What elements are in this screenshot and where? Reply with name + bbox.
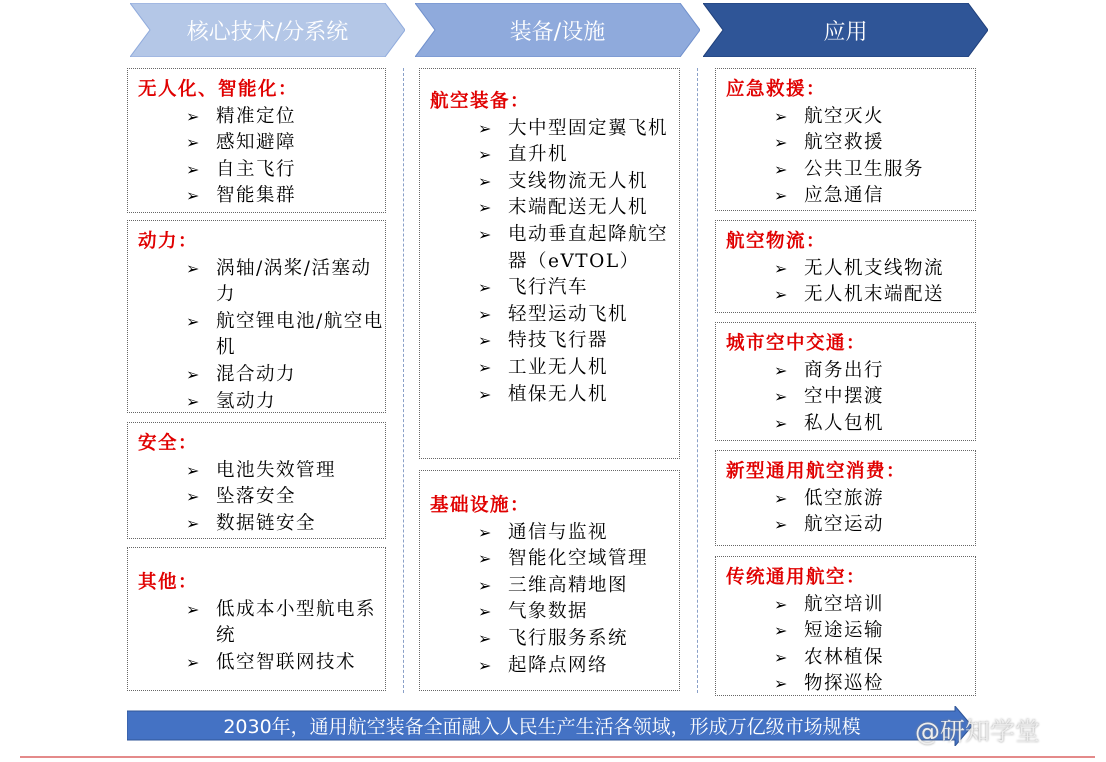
item-label: 公共卫生服务 <box>804 158 925 180</box>
list-item <box>138 104 385 131</box>
item-label: 通信与监视 <box>508 521 609 543</box>
item-label: 轻型运动飞机 <box>508 303 629 325</box>
col1-box <box>127 547 386 691</box>
item-label: 低空旅游 <box>804 487 885 509</box>
list-item <box>430 573 679 600</box>
arrow-bullet-icon: ➢ <box>186 133 201 153</box>
arrow-bullet-icon: ➢ <box>478 655 493 675</box>
arrow-bullet-icon: ➢ <box>186 487 201 507</box>
item-label: 飞行汽车 <box>508 277 589 299</box>
item-label: 低成本小型航电系统 <box>216 598 377 647</box>
conclusion-text: 2030年，通用航空装备全面融入人民生产生活各领域，形成万亿级市场规模 <box>223 715 861 738</box>
arrow-bullet-icon: ➢ <box>478 522 493 542</box>
item-label: 航空培训 <box>804 593 885 615</box>
item-label: 精准定位 <box>216 105 297 127</box>
arrow-bullet-icon: ➢ <box>186 513 201 533</box>
arrow-bullet-icon: ➢ <box>186 106 201 126</box>
list-item <box>726 411 975 438</box>
arrow-bullet-icon: ➢ <box>186 186 201 206</box>
arrow-bullet-icon: ➢ <box>774 413 789 433</box>
arrow-bullet-icon: ➢ <box>774 186 789 206</box>
arrow-bullet-icon: ➢ <box>186 159 201 179</box>
item-label: 智能集群 <box>216 185 297 207</box>
col1-box <box>127 220 386 413</box>
item-label: 涡轴/涡桨/活塞动力 <box>216 257 372 306</box>
item-label: 数据链安全 <box>216 512 317 534</box>
arrow-bullet-icon: ➢ <box>186 460 201 480</box>
list-item <box>138 389 385 416</box>
list-item <box>430 222 679 275</box>
list-item <box>430 116 679 143</box>
list-item <box>430 302 679 329</box>
arrow-bullet-icon: ➢ <box>186 364 201 384</box>
list-item <box>430 599 679 626</box>
arrow-bullet-icon: ➢ <box>186 599 201 619</box>
list-item <box>726 384 975 411</box>
arrow-bullet-icon: ➢ <box>478 549 493 569</box>
item-label: 电动垂直起降航空器（eVTOL） <box>508 223 669 272</box>
box-title: 应急救援： <box>726 79 827 100</box>
list-item <box>138 256 385 309</box>
list-item <box>726 130 975 157</box>
header-label: 应用 <box>823 19 868 45</box>
item-label: 物探巡检 <box>804 673 885 695</box>
list-item <box>726 183 975 210</box>
arrow-bullet-icon: ➢ <box>478 575 493 595</box>
list-item <box>138 309 385 362</box>
list-item <box>726 256 975 283</box>
item-label: 特技飞行器 <box>508 330 609 352</box>
list-item <box>138 130 385 157</box>
arrow-bullet-icon: ➢ <box>478 357 493 377</box>
item-label: 无人机支线物流 <box>804 257 945 279</box>
item-label: 私人包机 <box>804 412 885 434</box>
list-item <box>726 671 975 698</box>
list-item <box>726 592 975 619</box>
col3-box <box>715 322 976 441</box>
arrow-bullet-icon: ➢ <box>186 652 201 672</box>
list-item <box>138 484 385 511</box>
box-title: 传统通用航空： <box>726 567 867 588</box>
col2-box <box>419 68 680 459</box>
item-label: 航空运动 <box>804 514 885 536</box>
col1-box <box>127 68 386 213</box>
item-label: 航空锂电池/航空电机 <box>216 310 384 359</box>
list-item <box>430 328 679 355</box>
box-title: 城市空中交通： <box>726 333 867 354</box>
arrow-bullet-icon: ➢ <box>478 628 493 648</box>
list-item <box>726 486 975 513</box>
arrow-bullet-icon: ➢ <box>478 118 493 138</box>
divider <box>697 68 698 693</box>
watermark: @研知学堂 <box>915 717 1041 746</box>
footer-line <box>20 756 1095 758</box>
arrow-bullet-icon: ➢ <box>478 224 493 244</box>
col3-box <box>715 556 976 696</box>
list-item <box>430 195 679 222</box>
arrow-bullet-icon: ➢ <box>774 594 789 614</box>
list-item <box>726 282 975 309</box>
arrow-bullet-icon: ➢ <box>774 159 789 179</box>
arrow-bullet-icon: ➢ <box>774 387 789 407</box>
item-label: 气象数据 <box>508 601 589 623</box>
item-label: 商务出行 <box>804 359 885 381</box>
arrow-bullet-icon: ➢ <box>774 488 789 508</box>
header-application <box>703 3 988 57</box>
arrow-bullet-icon: ➢ <box>186 391 201 411</box>
col3-box <box>715 68 976 211</box>
box-title: 安全： <box>138 433 199 454</box>
item-label: 飞行服务系统 <box>508 627 629 649</box>
list-item <box>138 650 385 677</box>
list-item <box>726 645 975 672</box>
arrow-bullet-icon: ➢ <box>478 278 493 298</box>
list-item <box>430 355 679 382</box>
arrow-bullet-icon: ➢ <box>478 331 493 351</box>
arrow-bullet-icon: ➢ <box>478 602 493 622</box>
col2-box <box>419 470 680 691</box>
item-label: 电池失效管理 <box>216 459 337 481</box>
item-label: 短途运输 <box>804 620 885 642</box>
arrow-bullet-icon: ➢ <box>186 258 201 278</box>
arrow-bullet-icon: ➢ <box>774 647 789 667</box>
box-title: 动力： <box>138 231 199 252</box>
arrow-bullet-icon: ➢ <box>478 171 493 191</box>
list-item <box>430 169 679 196</box>
item-label: 应急通信 <box>804 185 885 207</box>
list-item <box>138 458 385 485</box>
item-label: 植保无人机 <box>508 383 609 405</box>
arrow-bullet-icon: ➢ <box>774 621 789 641</box>
header-label: 核心技术/分系统 <box>186 19 349 45</box>
conclusion-banner <box>127 706 977 750</box>
item-label: 自主飞行 <box>216 158 297 180</box>
item-label: 低空智联网技术 <box>216 651 357 673</box>
arrow-bullet-icon: ➢ <box>478 198 493 218</box>
list-item <box>138 597 385 650</box>
item-label: 三维高精地图 <box>508 574 629 596</box>
item-label: 混合动力 <box>216 363 297 385</box>
list-item <box>138 157 385 184</box>
box-title: 新型通用航空消费： <box>726 461 907 482</box>
list-item <box>726 358 975 385</box>
col3-box <box>715 450 976 546</box>
list-item <box>726 512 975 539</box>
item-label: 起降点网络 <box>508 654 609 676</box>
arrow-bullet-icon: ➢ <box>186 311 201 331</box>
arrow-bullet-icon: ➢ <box>478 145 493 165</box>
list-item <box>430 653 679 680</box>
item-label: 大中型固定翼飞机 <box>508 117 669 139</box>
col3-box <box>715 220 976 313</box>
item-label: 空中摆渡 <box>804 386 885 408</box>
item-label: 智能化空域管理 <box>508 548 649 570</box>
list-item <box>138 362 385 389</box>
arrow-bullet-icon: ➢ <box>774 515 789 535</box>
item-label: 支线物流无人机 <box>508 170 649 192</box>
header-label: 装备/设施 <box>509 19 606 45</box>
item-label: 农林植保 <box>804 646 885 668</box>
header-core-tech <box>130 3 405 57</box>
list-item <box>430 626 679 653</box>
list-item <box>430 520 679 547</box>
box-title: 基础设施： <box>430 495 531 516</box>
list-item <box>430 275 679 302</box>
arrow-bullet-icon: ➢ <box>774 674 789 694</box>
list-item <box>726 618 975 645</box>
box-title: 其他： <box>138 572 199 593</box>
list-item <box>430 382 679 409</box>
box-title: 航空装备： <box>430 91 531 112</box>
list-item <box>430 142 679 169</box>
header-equipment <box>415 3 700 57</box>
list-item <box>138 183 385 210</box>
divider <box>403 68 404 693</box>
item-label: 末端配送无人机 <box>508 197 649 219</box>
item-label: 航空救援 <box>804 132 885 154</box>
item-label: 直升机 <box>508 144 569 166</box>
box-title: 航空物流： <box>726 231 827 252</box>
arrow-bullet-icon: ➢ <box>774 133 789 153</box>
arrow-bullet-icon: ➢ <box>774 258 789 278</box>
arrow-bullet-icon: ➢ <box>774 360 789 380</box>
item-label: 坠落安全 <box>216 486 297 508</box>
arrow-bullet-icon: ➢ <box>478 384 493 404</box>
item-label: 氢动力 <box>216 390 277 412</box>
arrow-bullet-icon: ➢ <box>478 304 493 324</box>
box-title: 无人化、智能化： <box>138 79 299 100</box>
list-item <box>138 511 385 538</box>
arrow-bullet-icon: ➢ <box>774 285 789 305</box>
col1-box <box>127 422 386 539</box>
item-label: 感知避障 <box>216 132 297 154</box>
item-label: 工业无人机 <box>508 356 609 378</box>
item-label: 无人机末端配送 <box>804 284 945 306</box>
arrow-bullet-icon: ➢ <box>774 106 789 126</box>
item-label: 航空灭火 <box>804 105 885 127</box>
list-item <box>726 104 975 131</box>
list-item <box>430 546 679 573</box>
list-item <box>726 157 975 184</box>
